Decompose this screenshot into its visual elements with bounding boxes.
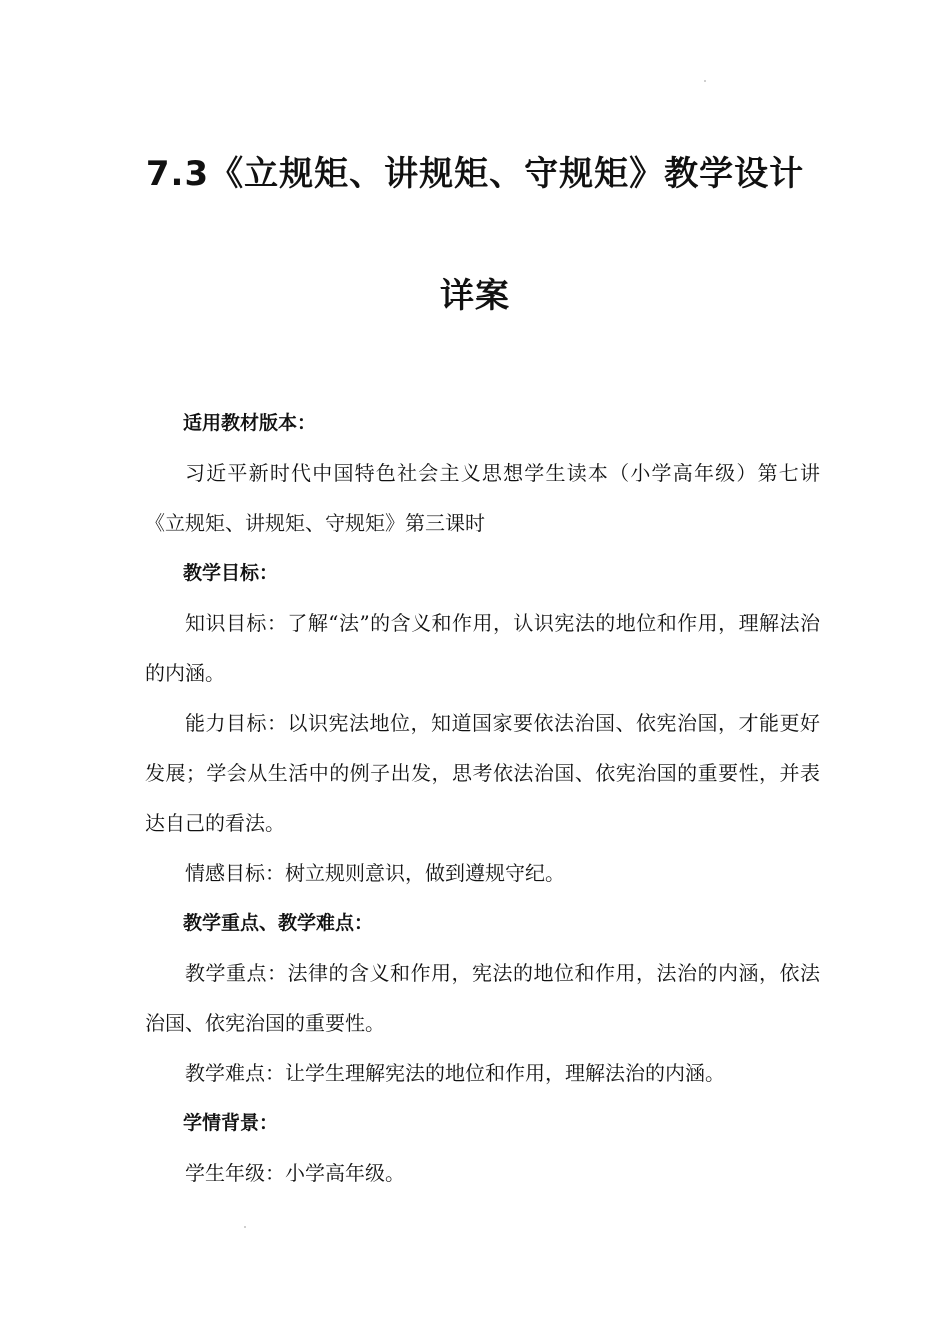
ability-goal-paragraph: 能力目标：以识宪法地位，知道国家要依法治国、依宪治国，才能更好发展；学会从生活中的例子出发，思考依法治国、依宪治国的重要性，并表达自己的看法。 — [145, 711, 820, 835]
document-body — [145, 398, 820, 1198]
knowledge-goal-paragraph: 知识目标：了解“法”的含义和作用，认识宪法的地位和作用，理解法治的内涵。 — [145, 611, 820, 685]
keypoint-paragraph: 教学重点：法律的含义和作用，宪法的地位和作用，法治的内涵，依法治国、依宪治国的重要性。 — [145, 961, 820, 1035]
textbook-paragraph: 习近平新时代中国特色社会主义思想学生读本（小学高年级）第七讲《立规矩、讲规矩、守规矩》第三课时 — [145, 461, 820, 535]
document-subtitle: 详案 — [440, 276, 510, 316]
scan-speck — [244, 1226, 246, 1228]
background-paragraph: 学生年级：小学高年级。 — [185, 1161, 405, 1185]
difficulty-paragraph: 教学难点：让学生理解宪法的地位和作用，理解法治的内涵。 — [185, 1061, 725, 1085]
document-title: 7.3《立规矩、讲规矩、守规矩》教学设计 — [145, 154, 805, 194]
keypoints-heading: 教学重点、教学难点： — [183, 912, 374, 934]
emotion-goal-paragraph: 情感目标：树立规则意识，做到遵规守纪。 — [185, 861, 565, 885]
scan-speck — [704, 80, 706, 82]
textbook-heading: 适用教材版本： — [183, 412, 317, 434]
goals-heading: 教学目标： — [183, 562, 279, 584]
background-heading: 学情背景： — [183, 1112, 279, 1134]
